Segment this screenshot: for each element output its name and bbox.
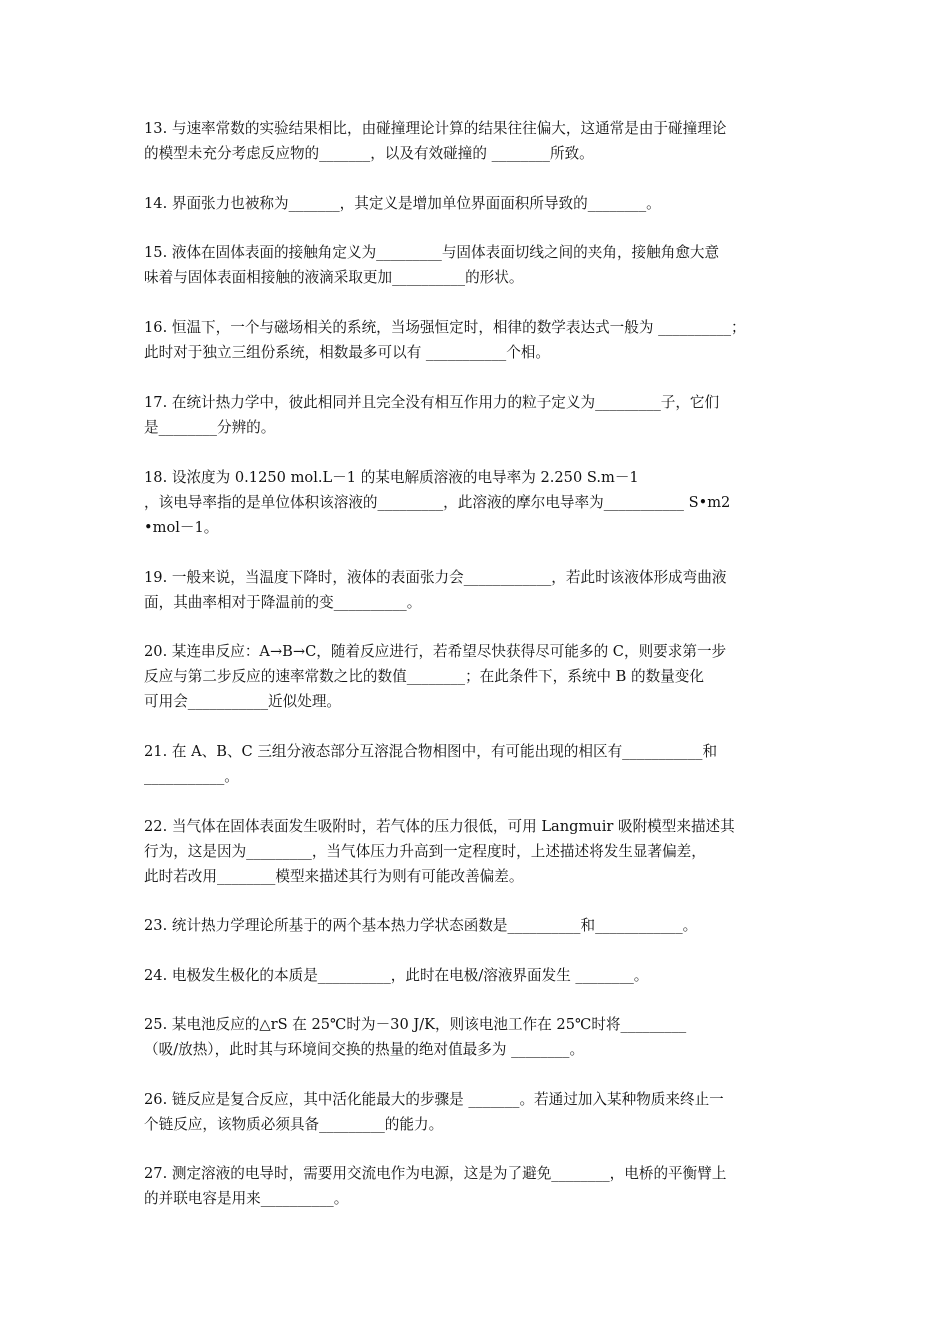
question-19 xyxy=(144,565,824,615)
question-21-line-2: ___________。 xyxy=(144,768,239,785)
question-20-line-1: 20. 某连串反应：A→B→C，随着反应进行，若希望尽快获得尽可能多的 C，则要求第一步 xyxy=(144,643,727,660)
question-26 xyxy=(144,1087,824,1137)
question-17 xyxy=(144,390,824,440)
question-27 xyxy=(144,1161,824,1211)
question-16 xyxy=(144,315,824,365)
question-17-line-1: 17. 在统计热力学中，彼此相同并且完全没有相互作用力的粒子定义为_________子，它们 xyxy=(144,394,720,411)
question-19-line-2: 面，其曲率相对于降温前的变__________。 xyxy=(144,594,422,611)
question-13-line-2: 的模型未充分考虑反应物的_______，以及有效碰撞的 ________所致。 xyxy=(144,145,594,162)
question-18 xyxy=(144,465,824,540)
question-13 xyxy=(144,116,824,166)
question-16-line-2: 此时对于独立三组份系统，相数最多可以有 ___________个相。 xyxy=(144,344,550,361)
question-18-line-2: ，该电导率指的是单位体积该溶液的_________，此溶液的摩尔电导率为___________ S•m2 xyxy=(144,494,731,511)
question-21-line-1: 21. 在 A、B、C 三组分液态部分互溶混合物相图中，有可能出现的相区有___________和 xyxy=(144,743,718,760)
question-18-line-3: •mol－1。 xyxy=(144,519,219,536)
question-25 xyxy=(144,1012,824,1062)
question-22-line-1: 22. 当气体在固体表面发生吸附时，若气体的压力很低，可用 Langmuir 吸附模型来描述其 xyxy=(144,818,735,835)
question-13-line-1: 13. 与速率常数的实验结果相比，由碰撞理论计算的结果往往偏大，这通常是由于碰撞理论 xyxy=(144,120,727,137)
question-27-line-1: 27. 测定溶液的电导时，需要用交流电作为电源，这是为了避免________，电桥的平衡臂上 xyxy=(144,1165,727,1182)
question-14-line-1: 14. 界面张力也被称为_______，其定义是增加单位界面面积所导致的________。 xyxy=(144,195,661,212)
question-20-line-2: 反应与第二步反应的速率常数之比的数值________；在此条件下，系统中 B 的数量变化 xyxy=(144,668,704,685)
question-24-line-1: 24. 电极发生极化的本质是__________，此时在电极/溶液界面发生 ________。 xyxy=(144,967,649,984)
question-18-line-1: 18. 设浓度为 0.1250 mol.L－1 的某电解质溶液的电导率为 2.250 S.m－1 xyxy=(144,469,639,486)
question-15-line-2: 味着与固体表面相接触的液滴采取更加__________的形状。 xyxy=(144,269,524,286)
question-23 xyxy=(144,913,824,938)
question-22-line-3: 此时若改用________模型来描述其行为则有可能改善偏差。 xyxy=(144,868,524,885)
question-27-line-2: 的并联电容是用来__________。 xyxy=(144,1190,349,1207)
question-21 xyxy=(144,739,824,789)
question-19-line-1: 19. 一般来说，当温度下降时，液体的表面张力会____________，若此时该液体形成弯曲液 xyxy=(144,569,727,586)
question-22 xyxy=(144,814,824,889)
question-15-line-1: 15. 液体在固体表面的接触角定义为_________与固体表面切线之间的夹角，接触角愈大意 xyxy=(144,244,720,261)
question-26-line-2: 个链反应，该物质必须具备_________的能力。 xyxy=(144,1116,444,1133)
question-25-line-1: 25. 某电池反应的△rS 在 25℃时为－30 J/K，则该电池工作在 25℃时将_________ xyxy=(144,1016,687,1033)
question-20 xyxy=(144,639,824,714)
question-25-line-2: （吸/放热），此时其与环境间交换的热量的绝对值最多为 ________。 xyxy=(144,1041,585,1058)
question-17-line-2: 是________分辨的。 xyxy=(144,419,276,436)
question-24 xyxy=(144,963,824,988)
question-20-line-3: 可用会___________近似处理。 xyxy=(144,693,342,710)
question-14 xyxy=(144,191,824,216)
question-15 xyxy=(144,240,824,290)
question-16-line-1: 16. 恒温下，一个与磁场相关的系统，当场强恒定时，相律的数学表达式一般为 __________； xyxy=(144,319,746,336)
question-26-line-1: 26. 链反应是复合反应，其中活化能最大的步骤是 _______。若通过加入某种物质来终止一 xyxy=(144,1091,724,1108)
question-22-line-2: 行为，这是因为_________，当气体压力升高到一定程度时，上述描述将发生显著偏差， xyxy=(144,843,706,860)
question-23-line-1: 23. 统计热力学理论所基于的两个基本热力学状态函数是__________和____________。 xyxy=(144,917,698,934)
